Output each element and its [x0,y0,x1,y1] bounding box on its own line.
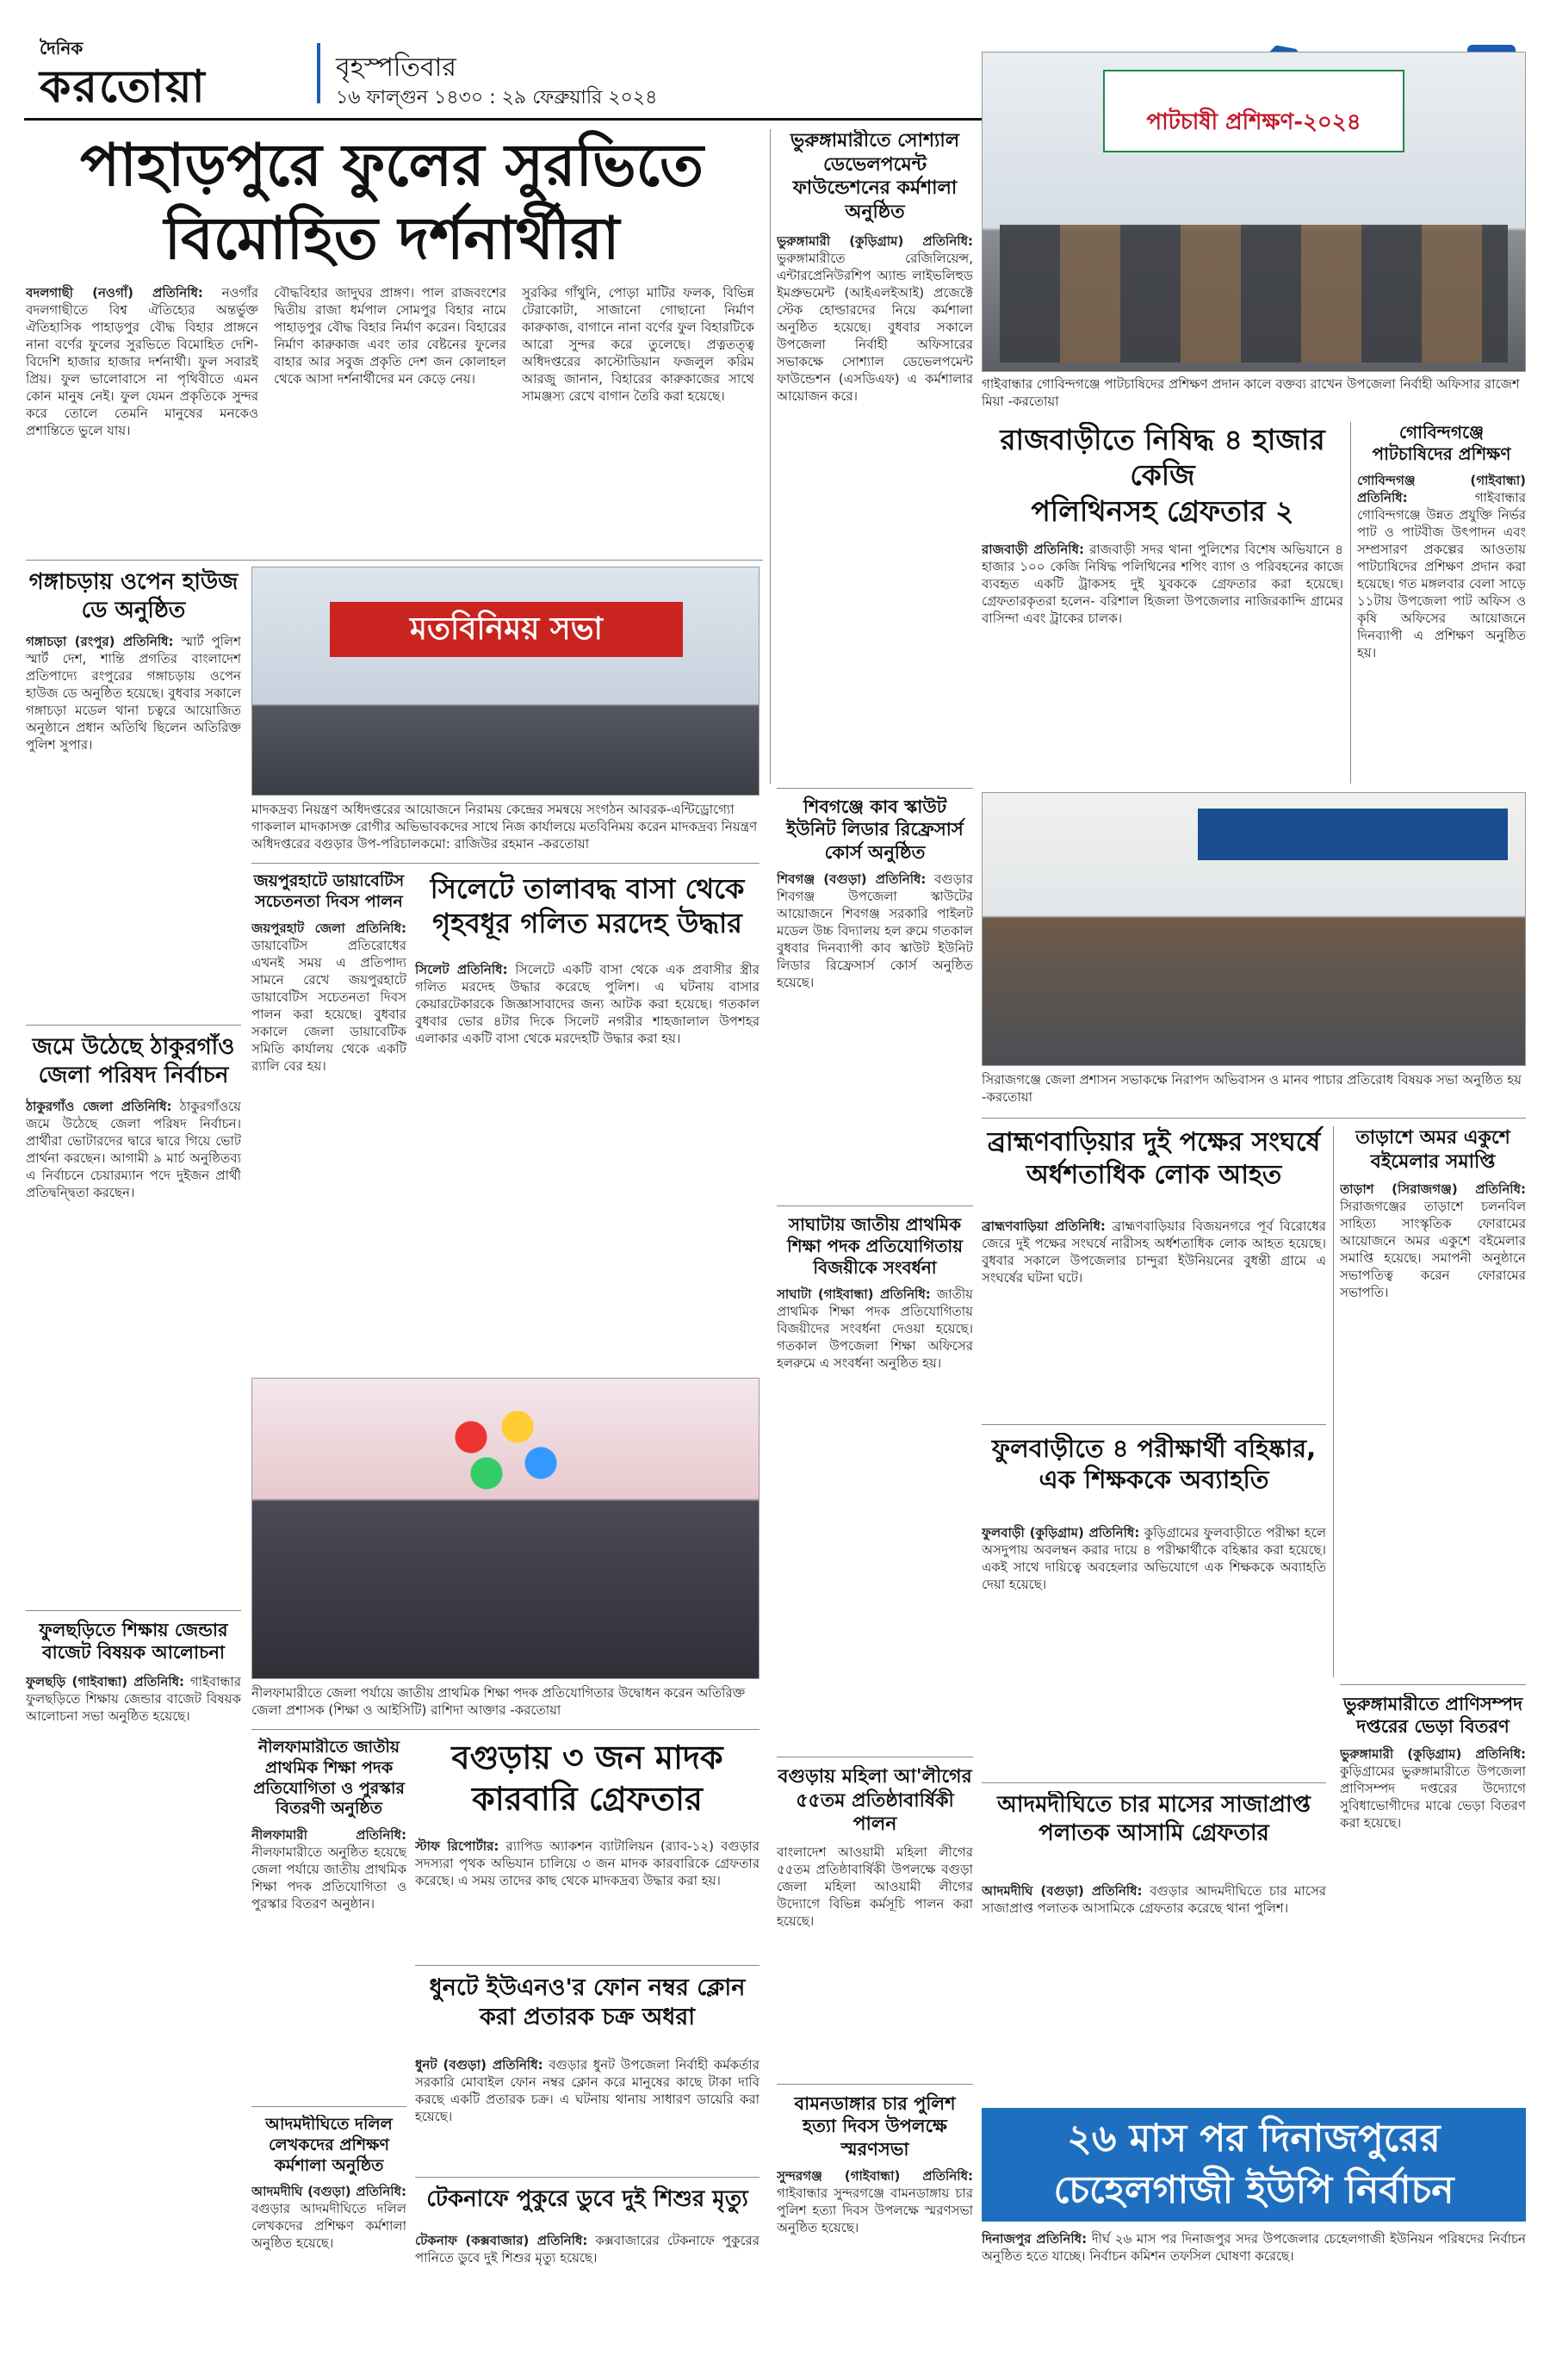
balloons-image [425,1396,580,1499]
attendees-image [1000,225,1508,363]
sylhet-body: সিলেট প্রতিনিধি: সিলেটে একটি বাসা থেকে এক প্রবাসীর স্ত্রীর গলিত মরদেহ উদ্ধার করেছে পুলিশ। এ ঘটনায় বাসার কেয়ারটেকারকে জিজ্ঞাসাবাদের জন্য আটক করা হয়েছে। গতকাল বুধবার ভোর ৪টার দিকে সিলেট নগরীর শাহজালাল উপশহর এলাকার একটি বাসা থেকে মরদেহটি উদ্ধার করা হয়। [415,962,760,1046]
mohila-league-story: বগুড়ায় মহিলা আ'লীগের ৫৫তম প্রতিষ্ঠাবার্ষিকী পালন বাংলাদেশ আওয়ামী মহিলা লীগের ৫৫তম প্রতিষ্ঠাবার্ষিকী উপলক্ষে বগুড়া জেলা মহিলা আওয়ামী লীগের উদ্যোগে বিভিন্ন কর্মসূচি পালন করা হয়েছে। [777,1766,973,1929]
brahmanbaria-body: ব্রাহ্মণবাড়িয়া প্রতিনিধি: ব্রাহ্মণবাড়িয়ার বিজয়নগরে পূর্ব বিরোধের জেরে দুই পক্ষের সংঘর্ষে নারীসহ অর্ধশতাধিক লোক আহত হয়েছে। বুধবার সকালে উপজেলার চান্দুরা ইউনিয়নের বুধন্তী গ্রামে এ সংঘর্ষের ঘটনা ঘটে। [982,1218,1326,1286]
tarash-story: তাড়াশে অমর একুশে বইমেলার সমাপ্তি তাড়াশ (সিরাজগঞ্জ) প্রতিনিধি: সিরাজগঞ্জের তাড়াশে চলনবিল সাহিত্য সাংস্কৃতিক ফোরামের আয়োজনে অমর একুশে বইমেলার সমাপ্তি হয়েছে। সমাপনী অনুষ্ঠানে সভাপতিত্ব করেন ফোরামের সভাপতি। [1340,1127,1526,1300]
iom-banner [1198,809,1508,860]
lead-col-2: বৌদ্ধবিহার জাদুঘর প্রাঙ্গণ। পাল রাজবংশের দ্বিতীয় রাজা ধর্মপাল সোমপুর বিহার নামে পাহাড়পুর বৌদ্ধ বিহার নির্মাণ করেন। বিহারের নির্মাণ কারুকাজ এবং তার বেষ্টনের ফুলের বাহার আর সবুজ প্রকৃতি দেশ জন কোলাহল থেকে আসা দর্শনার্থীদের মন কেড়ে নেয়। [274,285,506,387]
teknaf-body: টেকনাফ (কক্সবাজার) প্রতিনিধি: কক্সবাজারের টেকনাফে পুকুরের পানিতে ডুবে দুই শিশুর মৃত্যু হয়েছে। [415,2233,760,2265]
sheep-distribution-story: ভুরুঙ্গামারীতে প্রাণিসম্পদ দপ্তরের ভেড়া বিতরণ ভুরুঙ্গামারী (কুড়িগ্রাম) প্রতিনিধি: কুড়িগ্রামের ভুরুঙ্গামারীতে উপজেলা প্রাণিসম্পদ দপ্তরের উদ্যোগে সুবিধাভোগীদের মাঝে ভেড়া বিতরণ করা হয়েছে। [1340,1694,1526,1831]
section-rule [415,1965,760,1966]
column-rule [770,129,771,784]
adamdighi-workshop-story: আদমদীঘিতে দলিল লেখকদের প্রশিক্ষণ কর্মশালা অনুষ্ঠিত আদমদীঘি (বগুড়া) প্রতিনিধি: বগুড়ার আদমদীঘিতে দলিল লেখকদের প্রশিক্ষণ কর্মশালা অনুষ্ঠিত হয়েছে। [251,2115,406,2252]
section-rule [251,863,760,864]
teknaf-headline: টেকনাফে পুকুরে ডুবে দুই শিশুর মৃত্যু [426,2186,748,2212]
bamandanga-story: বামনডাঙ্গার চার পুলিশ হত্যা দিবস উপলক্ষে স্মরণসভা সুন্দরগঞ্জ (গাইবান্ধা) প্রতিনিধি: গাইবান্ধার সুন্দরগঞ্জে বামনডাঙ্গায় চার পুলিশ হত্যা দিবস উপলক্ষে স্মরণসভা অনুষ্ঠিত হয়েছে। [777,2093,973,2235]
iom-meeting-photo [982,792,1526,1066]
phulchari-story: ফুলছড়িতে শিক্ষায় জেন্ডার বাজেট বিষয়ক আলোচনা ফুলছড়ি (গাইবান্ধা) প্রতিনিধি: গাইবান্ধার ফুলছড়িতে শিক্ষায় জেন্ডার বাজেট বিষয়ক আলোচনা সভা অনুষ্ঠিত হয়েছে। [26,1620,241,1724]
nilphamari-edu-story: নীলফামারীতে জাতীয় প্রাথমিক শিক্ষা পদক প্রতিযোগিতা ও পুরস্কার বিতরণী অনুষ্ঠিত নীলফামারী প্রতিনিধি: নীলফামারীতে অনুষ্ঠিত হয়েছে জেলা পর্যায়ে জাতীয় প্রাথমিক শিক্ষা পদক প্রতিযোগিতা ও পুরস্কার বিতরণ অনুষ্ঠান। [251,1738,406,1912]
balloon-ceremony-photo [251,1378,760,1679]
phulbari-body: ফুলবাড়ী (কুড়িগ্রাম) প্রতিনিধি: কুড়িগ্রামের ফুলবাড়ীতে পরীক্ষা হলে অসদুপায় অবলম্বন করার দায়ে ৪ পরীক্ষার্থীকে বহিষ্কার করা হয়েছে। একই সাথে দায়িত্বে অবহেলার অভিযোগে এক শিক্ষককে অব্যাহতি দেয়া হয়েছে। [982,1525,1326,1592]
meeting-banner: মতবিনিময় সভা [330,602,683,657]
column-rule [1333,1126,1334,1677]
adamdighi-arrest-headline: আদমদীঘিতে চার মাসের সাজাপ্রাপ্ত পলাতক আসামি গ্রেফতার [997,1792,1311,1846]
training-photo [982,52,1526,372]
balloon-ceremony-caption: নীলফামারীতে জেলা পর্যায়ে জাতীয় প্রাথমিক শিক্ষা পদক প্রতিযোগিতার উদ্বোধন করেন অতিরিক্ত জেলা প্রশাসক (শিক্ষা ও আইসিটি) রাশিদা আক্তার -করতোয়া [251,1685,746,1718]
issue-date: ১৬ ফাল্গুন ১৪৩০ : ২৯ ফেব্রুয়ারি ২০২৪ [336,87,658,108]
column-rule [1350,422,1351,784]
logo-big: করতোয়া [40,61,207,113]
exchange-meeting-photo [251,567,760,796]
section-rule [251,2106,406,2107]
lead-col-1: বদলগাছী (নওগাঁ) প্রতিনিধি: নওগাঁর বদলগাছীতে বিশ্ব ঐতিহ্যের অন্তর্ভুক্ত ঐতিহাসিক পাহাড়পুর বৌদ্ধ বিহার প্রাঙ্গনে নানা বর্ণের ফুলের সুরভিতে বিমোহিত দেশি-বিদেশি হাজার হাজার দর্শনার্থী। ফুল সবারই প্রিয়। ফুল ভালোবাসে না পৃথিবীতে এমন কোন মানুষ নেই। ফুল যেমন প্রকৃতিকে সুন্দর করে তোলে তেমনি মানুষের মনকেও প্রশান্তিতে ভুলে যায়। [26,285,258,438]
lead-headline: পাহাড়পুরে ফুলের সুরভিতে বিমোহিত দর্শনার্থীরা [80,132,704,273]
section-rule [982,1782,1326,1783]
polythene-headline: রাজবাড়ীতে নিষিদ্ধ ৪ হাজার কেজি পলিথিনসহ গ্রেফতার ২ [1000,423,1325,528]
dinajpur-body: দিনাজপুর প্রতিনিধি: দীর্ঘ ২৬ মাস পর দিনাজপুর সদর উপজেলার চেহেলগাজী ইউনিয়ন পরিষদের নির্বাচন অনুষ্ঠিত হতে যাচ্ছে। নির্বাচন কমিশন তফসিল ঘোষণা করেছে। [982,2231,1526,2264]
brahmanbaria-headline: ব্রাহ্মণবাড়িয়ার দুই পক্ষের সংঘর্ষে অর্ধশতাধিক লোক আহত [987,1127,1321,1190]
sylhet-headline: সিলেটে তালাবদ্ধ বাসা থেকে গৃহবধূর গলিত মরদেহ উদ্ধার [430,872,745,939]
section-rule [26,1610,241,1611]
section-rule [1340,1684,1526,1685]
adamdighi-arrest-body: আদমদীঘি (বগুড়া) প্রতিনিধি: বগুড়ার আদমদীঘিতে চার মাসের সাজাপ্রাপ্ত পলাতক আসামিকে গ্রেফতার করেছে থানা পুলিশ। [982,1883,1326,1916]
iom-photo-caption: সিরাজগঞ্জে জেলা প্রশাসন সভাকক্ষে নিরাপদ অভিবাসন ও মানব পাচার প্রতিরোধ বিষয়ক সভা অনুষ্ঠিত হয় -করতোয়া [982,1072,1522,1105]
newspaper-logo [40,36,307,113]
gobindaganj-story: গোবিন্দগঞ্জে পাটচাষিদের প্রশিক্ষণ গোবিন্দগঞ্জ (গাইবান্ধা) প্রতিনিধি: গাইবান্ধার গোবিন্দগঞ্জে উন্নত প্রযুক্তি নির্ভর পাট ও পাটবীজ উৎপাদন এবং সম্প্রসারণ প্রকল্পের আওতায় পাটচাষিদের প্রশিক্ষণ প্রদান করা হয়েছে। গত মঙ্গলবার বেলা সাড়ে ১১টায় উপজেলা পাট অফিস ও কৃষি অফিসের আয়োজনে দিনব্যাপী এ প্রশিক্ষণ অনুষ্ঠিত হয়। [1357,422,1526,660]
section-rule [26,1025,241,1026]
section-rule [415,2177,760,2178]
thakurgaon-story: জমে উঠেছে ঠাকুরগাঁও জেলা পরিষদ নির্বাচন ঠাকুরগাঁও জেলা প্রতিনিধি: ঠাকুরগাঁওয়ে জমে উঠেছে জেলা পরিষদ নির্বাচন। প্রার্থীরা ভোটারদের দ্বারে দ্বারে গিয়ে ভোট প্রার্থনা করছেন। আগামী ৯ মার্চ অনুষ্ঠিতব্য এ নির্বাচনে চেয়ারম্যান পদে দুইজন প্রার্থী প্রতিদ্বন্দ্বিতা করছেন। [26,1034,241,1200]
section-rule [251,1729,760,1730]
section-rule [982,1424,1326,1425]
training-photo-caption: গাইবান্ধার গোবিন্দগঞ্জে পাটচাষিদের প্রশিক্ষণ প্রদান কালে বক্তব্য রাখেন উপজেলা নির্বাহী অফিসার রাজেশ মিয়া -করতোয়া [982,376,1520,409]
section-rule [777,1205,973,1206]
dhunat-body: ধুনট (বগুড়া) প্রতিনিধি: বগুড়ার ধুনট উপজেলা নির্বাহী কর্মকর্তার সরকারি মোবাইল ফোন নম্বর ক্লোন করে মানুষের কাছে টাকা দাবি করছে একটি প্রতারক চক্র। এ ঘটনায় থানায় সাধারণ ডায়েরি করা হয়েছে। [415,2057,760,2124]
dhunat-headline: ধুনটে ইউএনও'র ফোন নম্বর ক্লোন করা প্রতারক চক্র অধরা [429,1974,746,2030]
bogura-drug-body: স্টাফ রিপোর্টার: র‌্যাপিড অ্যাকশন ব্যাটালিয়ন (র‌্যাব-১২) বগুড়ার সদস্যরা পৃথক অভিযান চালিয়ে ৩ জন মাদক কারবারিকে গ্রেফতার করেছে। এ সময় তাদের কাছ থেকে মাদকদ্রব্য উদ্ধার করা হয়। [415,1838,760,1888]
phulbari-headline: ফুলবাড়ীতে ৪ পরীক্ষার্থী বহিষ্কার, এক শিক্ষককে অব্যাহতি [991,1434,1317,1495]
lead-col-3: সুরকির গাঁথুনি, পোড়া মাটির ফলক, বিভিন্ন টেরাকোটা, সাজানো গোছানো নির্মাণ কারুকাজ, বাগানে নানা বর্ণের ফুল বিহারটিকে আরো সুন্দর করে তুলেছে। প্রত্নতত্ত্ব অধিদপ্তরের কাস্টোডিয়ান ফজলুল করিম আরজু জানান, বিহারের কারুকাজের সাথে সামঞ্জস্য রেখে বাগান তৈরি করা হয়েছে। [522,285,754,404]
section-rule [982,1118,1526,1119]
polythene-body: রাজবাড়ী প্রতিনিধি: রাজবাড়ী সদর থানা পুলিশের বিশেষ অভিযানে ৪ হাজার ১০০ কেজি নিষিদ্ধ পলিথিনের শপিং ব্যাগ ও পরিবহনের কাজে ব্যবহৃত একটি ট্রাকসহ দুই যুবককে গ্রেফতার করা হয়েছে। গ্রেফতারকৃতরা হলেন- বরিশাল হিজলা উপজেলার নাজিরকান্দি গ্রামের বাসিন্দা এবং ট্রাকের চালক। [982,542,1343,626]
section-rule [777,2084,973,2085]
gangachara-story: গঙ্গাচড়ায় ওপেন হাউজ ডে অনুষ্ঠিত গঙ্গাচড়া (রংপুর) প্রতিনিধি: স্মার্ট পুলিশ স্মার্ট দেশ, শান্তি প্রগতির বাংলাদেশ প্রতিপাদ্যে রংপুরের গঙ্গাচড়ায় ওপেন হাউজ ডে অনুষ্ঠিত হয়েছে। বুধবার সকালে গঙ্গাচড়া মডেল থানা চত্বরে আয়োজিত অনুষ্ঠানে প্রধান অতিথি ছিলেন অতিরিক্ত পুলিশ সুপার। [26,569,241,753]
bogura-drug-headline: বগুড়ায় ৩ জন মাদক কারবারি গ্রেফতার [451,1739,723,1818]
section-rule [777,788,973,789]
section-rule [26,560,763,561]
sidebar-top-story: ভুরুঙ্গামারীতে সোশ্যাল ডেভেলপমেন্ট ফাউন্ডেশনের কর্মশালা অনুষ্ঠিত ভুরুঙ্গামারী (কুড়িগ্রাম) প্রতিনিধি: ভুরুঙ্গামারীতে রেজিলিয়েন্স, এন্টারপ্রেনিউরশিপ অ্যান্ড লাইভলিহুড ইমপ্রুভমেন্ট (আইএলইআই) প্রজেক্টে স্টেক হোল্ডারদের নিয়ে কর্মশালা অনুষ্ঠিত হয়েছে। বুধবার সকালে উপজেলা নির্বাহী অফিসারের সভাকক্ষে সোশ্যাল ডেভেলপমেন্ট ফাউন্ডেশন (এসডিএফ) এ কর্মশালার আয়োজন করে। [777,130,973,404]
saghata-story: সাঘাটায় জাতীয় প্রাথমিক শিক্ষা পদক প্রতিযোগিতায় বিজয়ীকে সংবর্ধনা সাঘাটা (গাইবান্ধা) প্রতিনিধি: জাতীয় প্রাথমিক শিক্ষা পদক প্রতিযোগিতায় বিজয়ীদের সংবর্ধনা দেওয়া হয়েছে। গতকাল উপজেলা শিক্ষা অফিসের হলরুমে এ সংবর্ধনা অনুষ্ঠিত হয়। [777,1214,973,1371]
masthead-divider [317,43,320,103]
dinajpur-banner: ২৬ মাস পর দিনাজপুরের চেহেলগাজী ইউপি নির্বাচন [982,2108,1526,2222]
exchange-meeting-caption: মাদকদ্রব্য নিয়ন্ত্রণ অধিদপ্তরের আয়োজনে নিরাময় কেন্দ্রের সমন্বয়ে সংগঠন আবরক-এন্টিড্রোগ্যো গাকলাল মাদকাসক্ত রোগীর অভিভাবকদের সাথে নিজ কার্যালয়ে মতবিনিময় করেন মাদকদ্রব্য নিয়ন্ত্রণ অধিদপ্তরের বগুড়ার উপ-পরিচালকমো: রাজিউর রহমান -করতোয়া [251,802,758,852]
sidebar-top-headline: ভুরুঙ্গামারীতে সোশ্যাল ডেভেলপমেন্ট ফাউন্ডেশনের কর্মশালা অনুষ্ঠিত [790,130,960,223]
training-banner: পাটচাষী প্রশিক্ষণ-২০২৪ [1103,70,1404,152]
logo-small: দৈনিক [40,38,84,59]
jaipurhat-story: জয়পুরহাটে ডায়াবেটিস সচেতনতা দিবস পালন জয়পুরহাট জেলা প্রতিনিধি: ডায়াবেটিস প্রতিরোধের এখনই সময় এ প্রতিপাদ্য সামনে রেখে জয়পুরহাটে ডায়াবেটিস সচেতনতা দিবস পালন করা হয়েছে। বুধবার সকালে জেলা ডায়াবেটিক সমিতি কার্যালয় থেকে একটি র‌্যালি বের হয়। [251,871,406,1074]
issue-day: বৃহস্পতিবার [336,53,456,83]
scout-story: শিবগঞ্জে কাব স্কাউট ইউনিট লিডার রিফ্রেসার্স কোর্স অনুষ্ঠিত শিবগঞ্জ (বগুড়া) প্রতিনিধি: বগুড়ার শিবগঞ্জ উপজেলা স্কাউটের আয়োজনে শিবগঞ্জ সরকারি পাইলট মডেল উচ্চ বিদ্যালয় হল রুমে গতকাল বুধবার দিনব্যাপী কাব স্কাউট ইউনিট লিডার রিফ্রেসার্স কোর্স অনুষ্ঠিত হয়েছে। [777,796,973,990]
